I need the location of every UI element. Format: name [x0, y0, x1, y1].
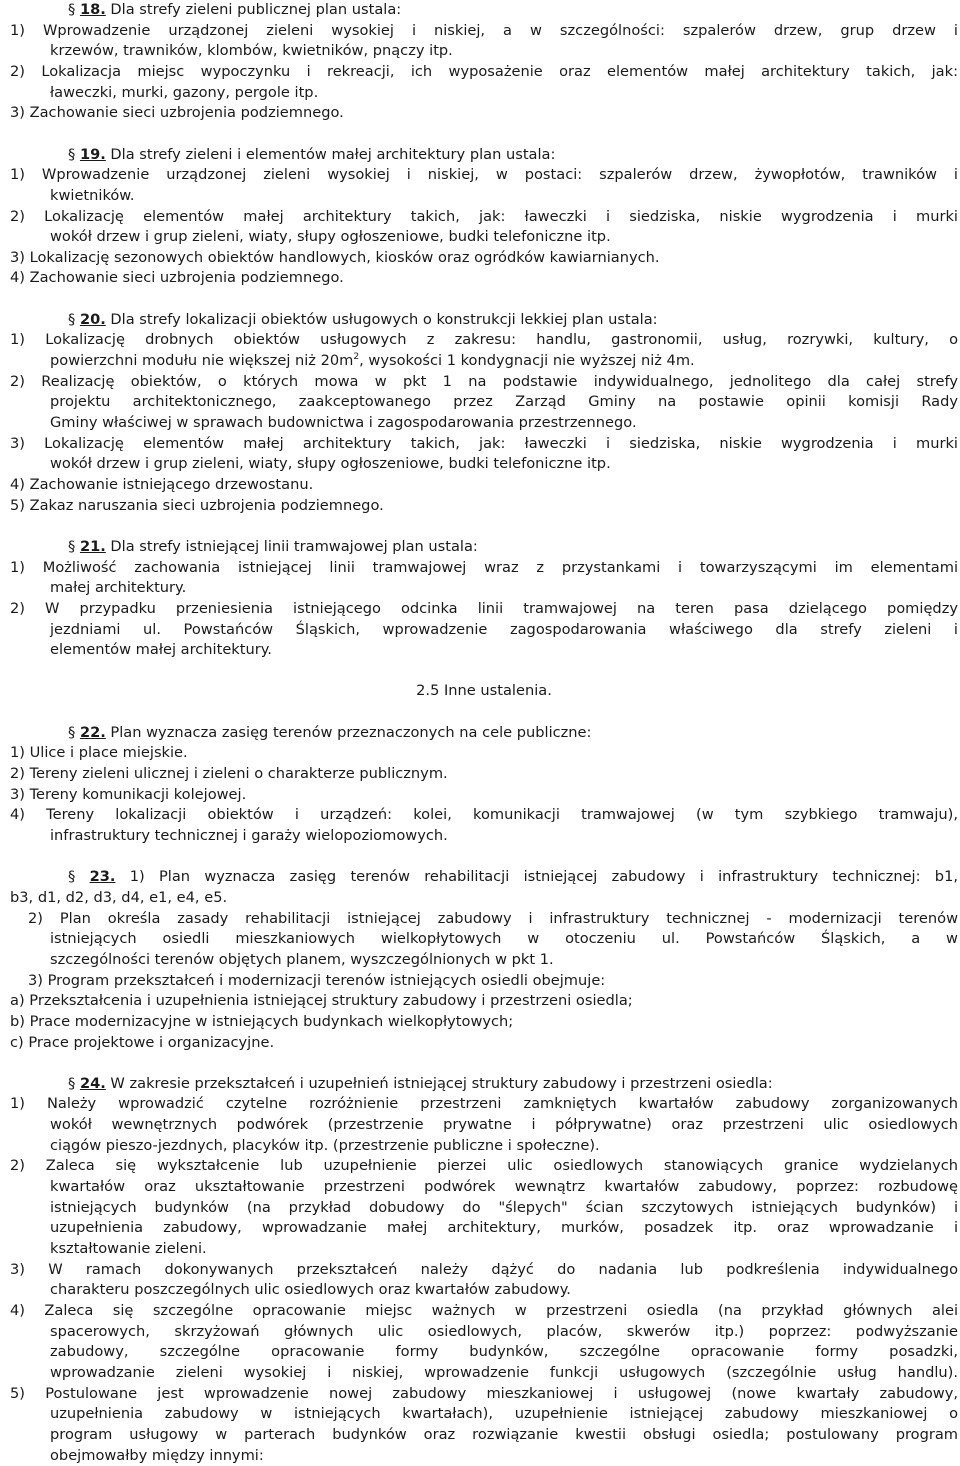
paragraph-number: 21. — [79, 537, 106, 555]
text-line: b) Prace modernizacyjne w istniejących budynkach wielkopłytowych; — [10, 1012, 514, 1030]
text-line: 1) Wprowadzenie urządzonej zieleni wysokiej i niskiej, w postaci: szpalerów drzew, żywopłotów, trawników i — [10, 166, 958, 184]
text-line: elementów małej architektury. — [50, 641, 272, 659]
text-line: 4) Tereny lokalizacji obiektów i urządzeń: kolei, komunikacji tramwajowej (w tym szybkiego tramwaju), — [10, 806, 958, 824]
section-sign: § — [68, 868, 90, 886]
text-line: 4) Zaleca się szczególne opracowanie miejsc ważnych w przestrzeni osiedla (na przykład głównych alei — [10, 1301, 958, 1319]
text-line: 3) Tereny komunikacji kolejowej. — [10, 785, 247, 803]
text-line: istniejących budynków (na przykład dobudowy do "ślepych" ścian szczytowych istniejących budynków) i — [50, 1198, 958, 1216]
text-line: b3, d1, d2, d3, d4, e1, e4, e5. — [10, 888, 228, 906]
text-line: jezdniami ul. Powstańców Śląskich, wprowadzenie zagospodarowania właściwego dla strefy zieleni i — [50, 620, 958, 638]
text-line: 4) Zachowanie istniejącego drzewostanu. — [10, 475, 314, 493]
text-line: 3) W ramach dokonywanych przekształceń należy dążyć do nadania lub podkreślenia indywidualnego — [10, 1260, 958, 1278]
text-line: szczególności terenów objętych planem, wyszczególnionych w pkt 1. — [50, 950, 554, 968]
section-sign: § — [68, 310, 80, 328]
text-line: 3) Lokalizację sezonowych obiektów handlowych, kiosków oraz ogródków kawiarnianych. — [10, 248, 660, 266]
paragraph-text: Dla strefy lokalizacji obiektów usługowych o konstrukcji lekkiej plan ustala: — [105, 310, 658, 328]
paragraph-number: 20. — [79, 310, 106, 328]
text-line: 1) Lokalizację drobnych obiektów usługowych z zakresu: handlu, gastronomii, usług, rozrywki, kultury, o — [10, 331, 958, 349]
blank-line — [10, 516, 958, 536]
blank-line — [10, 124, 958, 144]
text-line: charakteru poszczególnych ulic osiedlowych oraz kwartałów zabudowy. — [50, 1281, 571, 1299]
text-line: 2) Lokalizację elementów małej architektury takich, jak: ławeczki i siedziska, niskie wygrodzenia i murki — [10, 207, 958, 225]
text-line: krzewów, trawników, klombów, kwietników, pnączy itp. — [50, 42, 453, 60]
text-line: obejmowałby między innymi: — [50, 1446, 264, 1464]
paragraph-heading — [68, 0, 958, 20]
paragraph-heading — [68, 145, 958, 165]
text-line: 5) Zakaz naruszania sieci uzbrojenia podziemnego. — [10, 496, 384, 514]
paragraph-text: Dla strefy zieleni i elementów małej architektury plan ustala: — [105, 145, 556, 163]
paragraph-number: 18. — [79, 1, 106, 18]
text-line: c) Prace projektowe i organizacyjne. — [10, 1033, 275, 1051]
section-sign: § — [68, 537, 80, 555]
paragraph-heading — [68, 1074, 958, 1094]
text-line: program usługowy w parterach budynków oraz rozwiązanie kwestii obsługi osiedla; postulowany program — [50, 1425, 958, 1443]
text-line: a) Przekształcenia i uzupełnienia istniejącej struktury zabudowy i przestrzeni osiedla; — [10, 992, 633, 1010]
paragraph-number: 22. — [79, 723, 106, 741]
section-sign: § — [68, 723, 80, 741]
paragraph-heading — [68, 867, 958, 887]
text-line: 1) Ulice i place miejskie. — [10, 744, 188, 762]
paragraph-text: 1) Plan wyznacza zasięg terenów rehabilitacji istniejącej zabudowy i infrastruktury technicznej: b1, — [115, 868, 958, 886]
text-line: 2) Realizację obiektów, o których mowa w pkt 1 na podstawie indywidualnego, jednolitego dla całej strefy — [10, 372, 958, 390]
text-line: 2) Lokalizacja miejsc wypoczynku i rekreacji, ich wyposażenie oraz elementów małej architektury takich, jak: — [10, 62, 958, 80]
line-text: powierzchni modułu nie większej niż 20m — [50, 352, 354, 370]
text-line: 1) Możliwość zachowania istniejącej linii tramwajowej wraz z przystankami i towarzyszącymi im elementami — [10, 558, 958, 576]
paragraph-text: Plan wyznacza zasięg terenów przeznaczonych na cele publiczne: — [105, 723, 592, 741]
text-line: kwietników. — [50, 186, 135, 204]
line-text: , wysokości 1 kondygnacji nie wyższej niż 4m. — [359, 352, 695, 370]
text-line: infrastruktury technicznej i garaży wielopoziomowych. — [50, 827, 448, 844]
paragraph-text: Dla strefy zieleni publicznej plan ustala: — [105, 1, 402, 18]
text-line: 4) Zachowanie sieci uzbrojenia podziemnego. — [10, 269, 344, 287]
paragraph-number: 19. — [79, 145, 106, 163]
text-line: 3) Program przekształceń i modernizacji terenów istniejących osiedli obejmuje: — [28, 971, 606, 989]
text-line: wokół wewnętrznych podwórek (przestrzenie prywatne i półprywatne) oraz przestrzeni ulic osiedlowych — [50, 1116, 958, 1134]
blank-line — [10, 847, 958, 867]
text-line: uzupełnienia zabudowy w istniejących kwartałach), uzupełnienie istniejącej zabudowy mieszkaniowej o — [50, 1405, 958, 1423]
section-sign: § — [68, 1, 80, 18]
text-line: spacerowych, skrzyżowań głównych ulic osiedlowych, placów, skwerów itp.) poprzez: podwyższanie — [50, 1322, 958, 1340]
text-line: 5) Postulowane jest wprowadzenie nowej zabudowy mieszkaniowej i usługowej (nowe kwartały zabudowy, — [10, 1384, 958, 1402]
text-line: istniejących osiedli mieszkaniowych wielkopłytowych w otoczeniu ul. Powstańców Śląskich, a w — [50, 930, 958, 948]
paragraph-number: 23. — [89, 868, 116, 886]
blank-line — [10, 661, 958, 681]
text-line: małej architektury. — [50, 579, 187, 597]
text-line: 2) Zaleca się wykształcenie lub uzupełnienie pierzei ulic osiedlowych stanowiących granice wydzielanych — [10, 1157, 958, 1175]
text-line: ławeczki, murki, gazony, pergole itp. — [50, 83, 319, 101]
text-line: 2) Plan określa zasady rehabilitacji istniejącej zabudowy i infrastruktury technicznej - modernizacji terenów — [28, 909, 958, 927]
text-line: zabudowy, szczególne opracowanie formy budynków, szczególne opracowanie formy posadzki, — [50, 1343, 958, 1361]
paragraph-number: 24. — [79, 1074, 106, 1092]
superscript: 2 — [353, 352, 360, 363]
text-line: 3) Lokalizację elementów małej architektury takich, jak: ławeczki i siedziska, niskie wygrodzenia i murki — [10, 434, 958, 452]
text-line: 1) Należy wprowadzić czytelne rozróżnienie przestrzeni zamkniętych kwartałów zabudowy zorganizowanych — [10, 1095, 958, 1113]
paragraph-text: Dla strefy istniejącej linii tramwajowej plan ustala: — [105, 537, 478, 555]
text-line: 3) Zachowanie sieci uzbrojenia podziemnego. — [10, 104, 344, 122]
text-line — [50, 351, 958, 371]
blank-line — [10, 1053, 958, 1073]
text-line: ciągów pieszo-jezdnych, placyków itp. (przestrzenie publiczne i społeczne). — [50, 1136, 600, 1154]
text-line: kształtowanie zieleni. — [50, 1240, 207, 1257]
text-line: projektu architektonicznego, zaakceptowanego przez Zarząd Gminy na postawie opinii komisji Rady — [50, 393, 958, 411]
section-sign: § — [68, 1074, 80, 1092]
text-line: wprowadzanie zieleni wysokiej i niskiej, wprowadzenie funkcji usługowych (szczególnie usług handlu). — [50, 1363, 958, 1381]
text-line: Gminy właściwej w sprawach budownictwa i zagospodarowania przestrzennego. — [50, 414, 637, 431]
text-line: 1) Wprowadzenie urządzonej zieleni wysokiej i niskiej, a w szczególności: szpalerów drzew, grup drzew i — [10, 21, 958, 39]
paragraph-heading — [68, 537, 958, 557]
section-sign: § — [68, 145, 80, 163]
text-line: 2) W przypadku przeniesienia istniejącego odcinka linii tramwajowej na teren pasa dzielącego pomiędzy — [10, 599, 958, 617]
blank-line — [10, 289, 958, 309]
blank-line — [10, 702, 958, 722]
text-line: uzupełnienia zabudowy, wprowadzanie małej architektury, murków, posadzek itp. oraz wprowadzanie i — [50, 1219, 958, 1237]
text-line: wokół drzew i grup zieleni, wiaty, słupy ogłoszeniowe, budki telefoniczne itp. — [50, 228, 611, 246]
text-line: kwartałów oraz ukształtowanie przestrzeni podwórek wewnątrz kwartałów zabudowy, poprzez: rozbudowę — [50, 1178, 958, 1196]
text-line: 2.5 Inne ustalenia. — [416, 682, 552, 700]
text-line: wokół drzew i grup zieleni, wiaty, słupy ogłoszeniowe, budki telefoniczne itp. — [50, 455, 611, 473]
paragraph-heading — [68, 310, 958, 330]
text-line: 2) Tereny zieleni ulicznej i zieleni o charakterze publicznym. — [10, 765, 448, 783]
paragraph-heading — [68, 723, 958, 743]
paragraph-text: W zakresie przekształceń i uzupełnień istniejącej struktury zabudowy i przestrzeni osiedla: — [105, 1074, 773, 1092]
